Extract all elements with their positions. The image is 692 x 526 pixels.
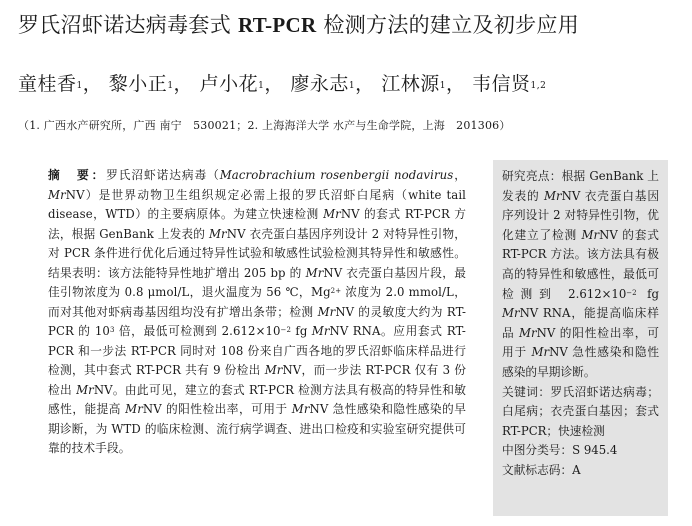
author: 童桂香$^1$ [18, 73, 83, 95]
title-method: RT-PCR [237, 13, 317, 37]
author-list: 童桂香$^1$， 黎小正$^1$， 卢小花$^1$， 廖永志$^1$， 江林源$^1$， 韦信贤$^{1,2}$ [18, 73, 547, 95]
author: 卢小花$^1$ [199, 73, 265, 95]
keywords: 关键词：罗氏沼虾诺达病毒；白尾病；衣壳蛋白基因；套式 RT-PCR；快速检测 [502, 384, 659, 438]
highlights-box [493, 160, 668, 516]
author: 韦信贤$^{1,2}$ [471, 73, 547, 95]
clc-number: 中图分类号：S 945.4 [502, 443, 618, 458]
abstract-label: 摘 要： [48, 168, 107, 182]
paper-title: 罗氏沼虾诺达病毒套式 RT-PCR 检测方法的建立及初步应用 [18, 13, 580, 37]
author: 江林源$^1$ [381, 73, 446, 95]
author: 廖永志$^1$ [290, 73, 356, 95]
highlights-text: 研究亮点：根据 GenBank 上发表的 MrNV 衣壳蛋白基因序列设计 2 对特异性引物，优化建立了检测 MrNV 的套式 RT-PCR 方法。该方法具有极高的特异性和敏感性，最低可检测到 $2.612\times 10^{-2}$ fg MrNV RNA，能提高临床样品 MrNV 的阳性检出率，可用于 MrNV 急性感染和隐性感染的早期诊断。 [502, 169, 660, 379]
abstract: 摘 要：罗氏沼虾诺达病毒（Macrobrachium rosenbergii nodavirus，MrNV）是世界动物卫生组织规定必需上报的罗氏沼虾白尾病（white tail disease，WTD）的主要病原体。为建立快速检测 MrNV 的套式 RT-PCR 方法，根据 GenBank 上发表的 MrNV 衣壳蛋白基因序列设计 2 对特异性引物，对 PCR 条件进行优化后通过特异性试验和敏感性试验检测其特异性和敏感性。结果表明：该方法能特异性地扩增出 205 bp 的 MrNV 衣壳蛋白基因片段，最佳引物浓度为 0.8 μmol/L，退火温度为 56 ℃，$Mg^{2+}$ 浓度为 2.0 mmol/L，而对其他对虾病毒基因组均没有扩增出条带；检测 MrNV 的灵敏度大约为 RT-PCR 的 $10^3$ 倍，最低可检测到 $2.612\times 10^{-2}$ fg MrNV RNA。应用套式 RT-PCR 和一步法 RT-PCR 同时对 108 份来自广西各地的罗氏沼虾临床样品进行检测，其中套式 RT-PCR 共有 9 份检出 MrNV，而一步法 RT-PCR 仅有 3 份检出 MrNV。由此可见，建立的套式 RT-PCR 检测方法具有极高的特异性和敏感性，能提高 MrNV 的阳性检出率，可用于 MrNV 急性感染和隐性感染的早期诊断，为 WTD 的临床检测、流行病学调查、进出口检疫和实验室研究提供可靠的技术手段。 [48, 168, 467, 455]
document-code: 文献标志码：A [502, 462, 581, 477]
author: 黎小正$^1$ [108, 73, 174, 95]
affiliation: （1. 广西水产研究所，广西 南宁 530021；2. 上海海洋大学 水产与生命学院，上海 201306） [18, 119, 511, 132]
